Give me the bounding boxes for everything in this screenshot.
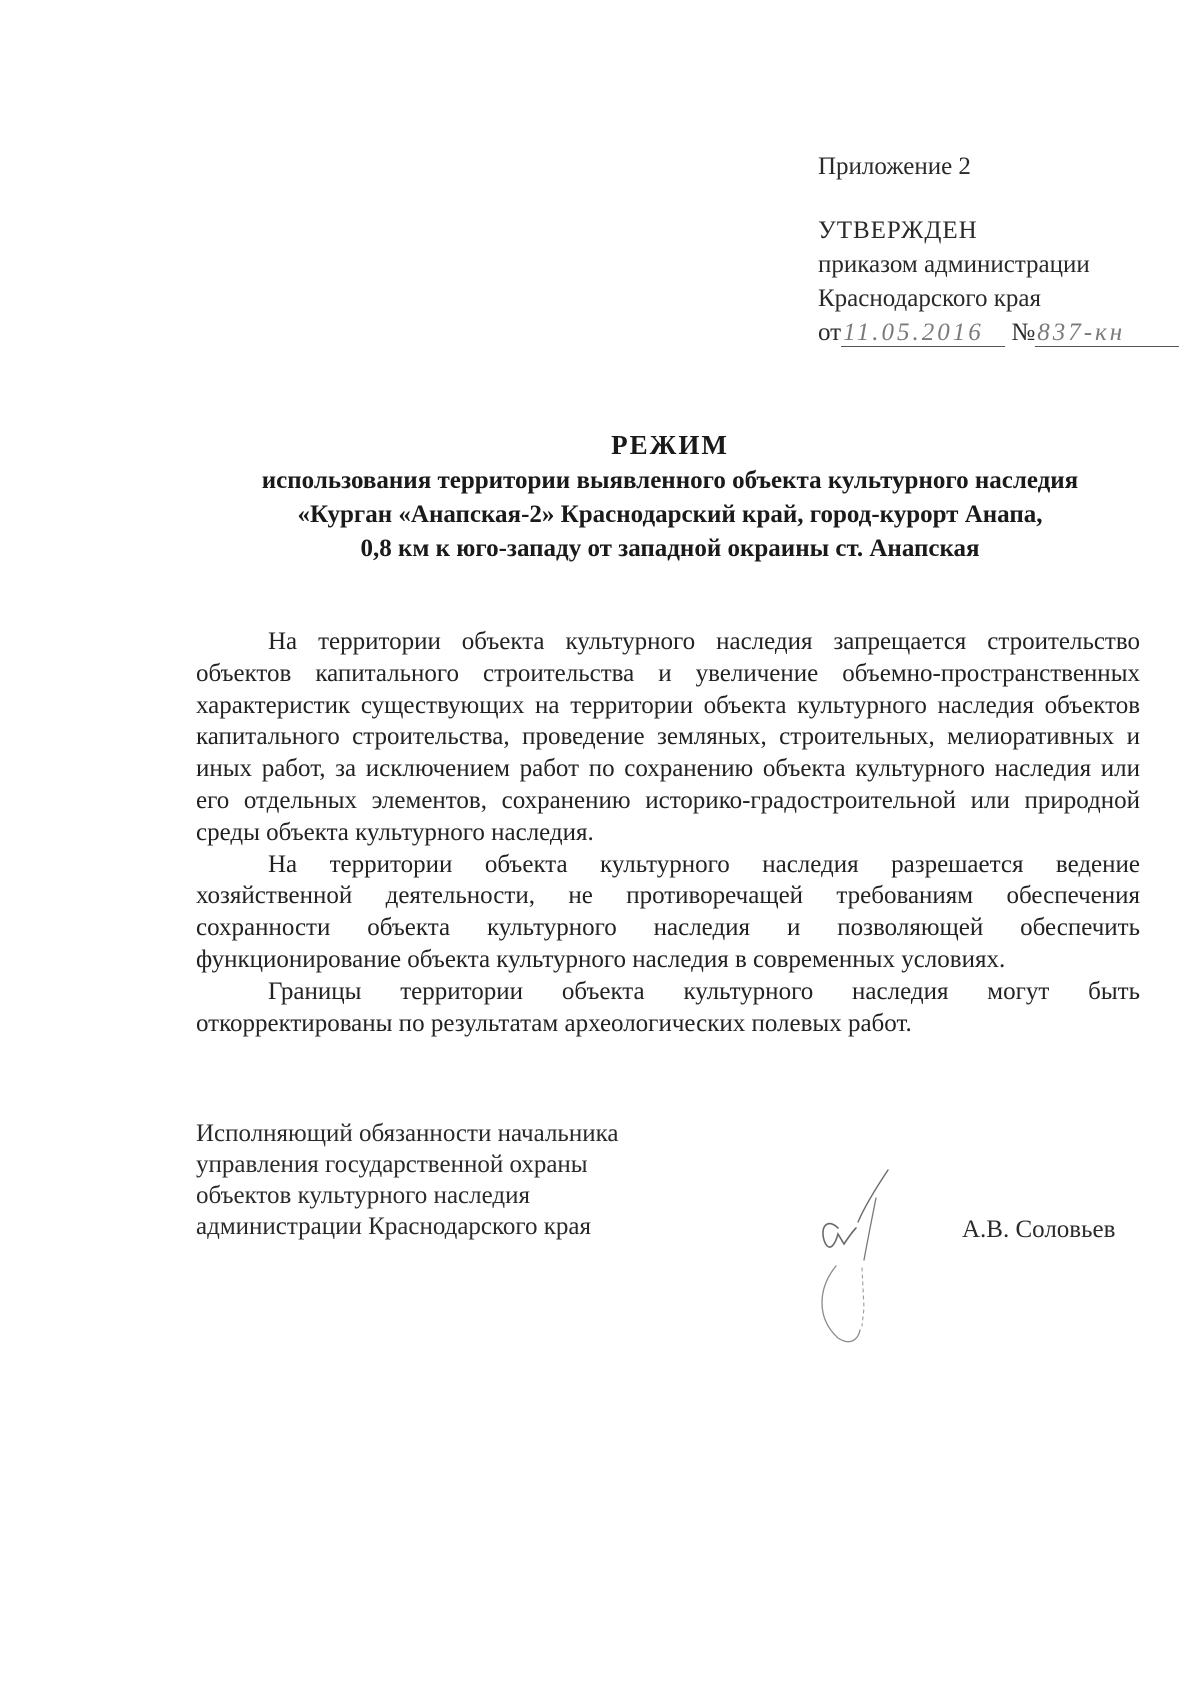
body-paragraph-1: На территории объекта культурного наследия запрещается строительство объектов капитального строительства и увеличение объемно-пространственных характеристик существующих на территории объекта культурного наследия объектов капитального строительства, проведение земляных, строительных, мелиоративных и иных работ, за исключением работ по сохранению объекта культурного наследия или его отдельных элементов, сохранению историко-градостроительной или природной среды объекта культурного наследия. [196,628,1140,846]
order-date-value: 11.05.2016 [841,320,1005,347]
approved-heading: УТВЕРЖДЕН [818,217,978,244]
signatory-line-1: Исполняющий обязанности начальника [196,1120,619,1147]
document-title [150,428,1190,566]
handwritten-signature [798,1148,928,1348]
appendix-label: Приложение 2 [818,153,971,180]
signatory-name: А.В. Соловьев [962,1216,1116,1243]
order-number-value: 837-кн [1035,320,1179,347]
body-paragraph-3: Границы территории объекта культурного наследия могут быть откорректированы по результатам археологических полевых работ. [196,977,1140,1037]
order-reference [818,316,1178,350]
signatory-line-2: управления государственной охраны [196,1151,588,1178]
title-line-2: «Курган «Анапская-2» Краснодарский край, город-курорт Анапа, [297,501,1043,528]
approval-line-1: приказом администрации [818,251,1090,278]
title-line-1: использования территории выявленного объекта культурного наследия [261,467,1079,494]
approval-stamp-block [818,150,1178,350]
title-main: РЕЖИМ [611,430,729,460]
signatory-line-4: администрации Краснодарского края [196,1213,592,1240]
document-body [196,626,1140,1039]
signatory-title [196,1118,696,1242]
approval-line-2: Краснодарского края [818,285,1041,312]
body-paragraph-2: На территории объекта культурного наследия разрешается ведение хозяйственной деятельности, не противоречащей требованиям обеспечения сохранности объекта культурного наследия и позволяющей обеспечить функционирование объекта культурного наследия в современных условиях. [196,850,1140,973]
title-line-3: 0,8 км к юго-западу от западной окраины ст. Анапская [360,535,980,562]
order-date-label: от [818,319,842,346]
order-number-label: № [1011,319,1036,346]
signatory-line-3: объектов культурного наследия [196,1182,530,1209]
